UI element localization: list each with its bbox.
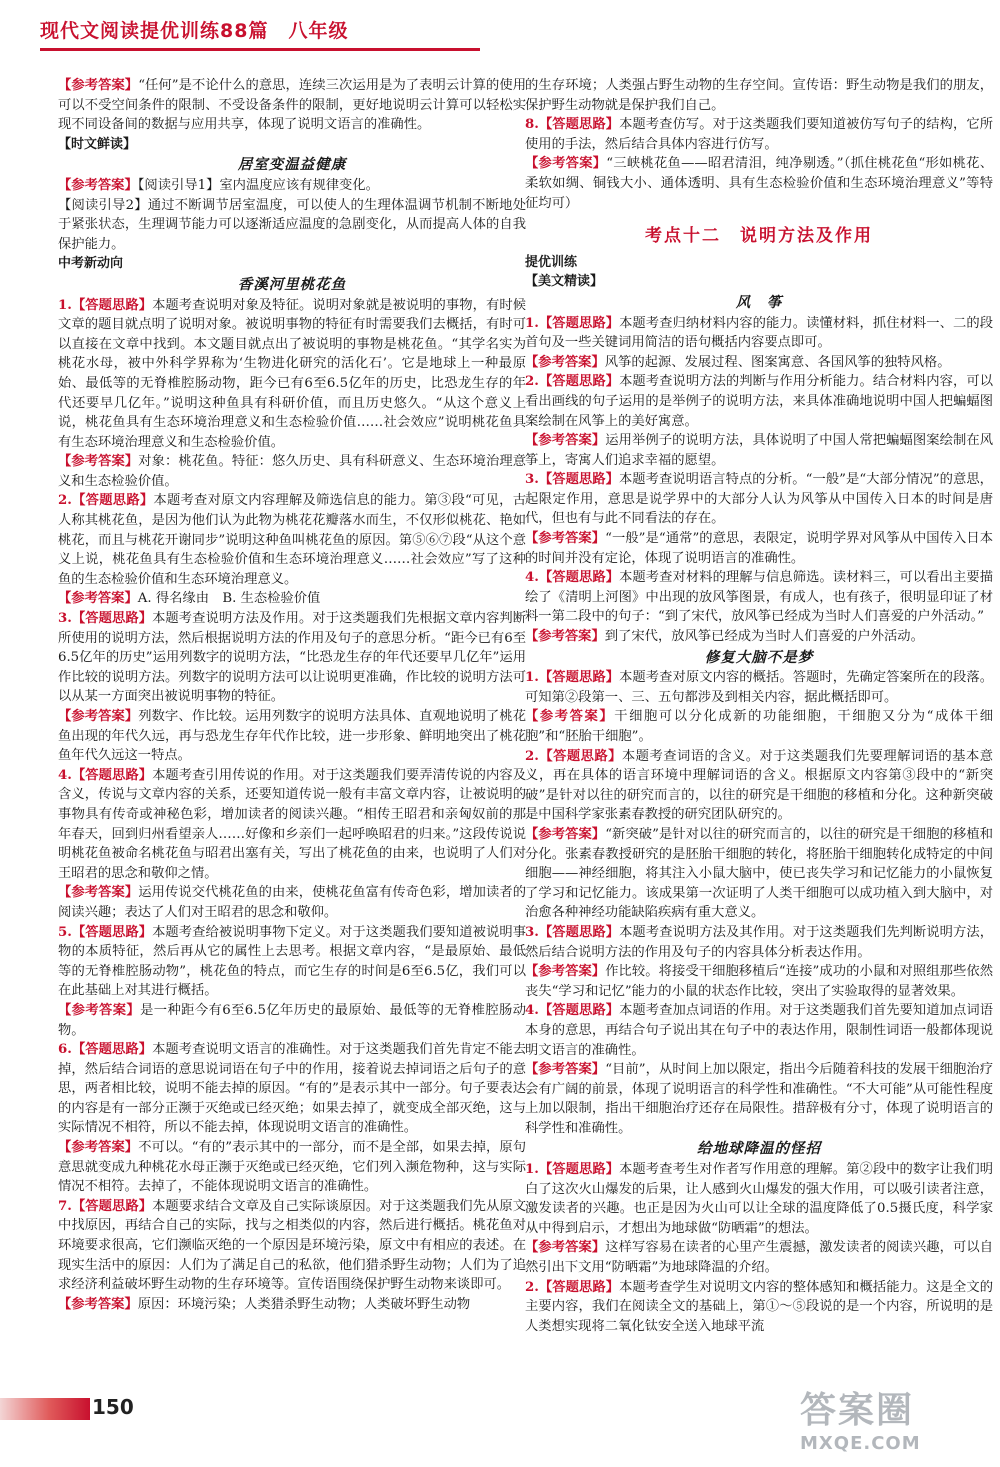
header-rule bbox=[40, 48, 480, 51]
answer-tag: 4.【答题思路】 bbox=[525, 1003, 620, 1019]
answer-tag: 【参考答案】 bbox=[58, 1140, 139, 1156]
footer-decoration bbox=[0, 1398, 90, 1420]
paragraph bbox=[525, 668, 993, 707]
answer-tag: 4.【答题思路】 bbox=[525, 570, 620, 586]
paragraph-text: “一般”是“通常”的意思，表限定，说明学界对风筝从中国传入日本的时间并没有定论，体现了说明语言的准确性。 bbox=[525, 531, 993, 566]
page-number: 150 bbox=[92, 1395, 134, 1419]
section-label: 中考新动向 bbox=[58, 256, 124, 272]
paragraph bbox=[525, 529, 993, 568]
paragraph bbox=[58, 491, 526, 589]
paragraph-text: 本题考查说明语言特点的分析。“一般”是“大部分情况”的意思，起限定作用，意思是说学界中的大部分人认为风筝从中国传入日本的时间是唐代，但也有与此不同看法的存在。 bbox=[525, 472, 993, 527]
left-column bbox=[58, 76, 526, 1314]
article-title: 居室变温益健康 bbox=[237, 156, 347, 174]
watermark-logo-text: 答案圈 bbox=[800, 1390, 915, 1431]
paragraph-text: 本题考查说明方法及其作用。对于这类题我们先判断说明方法，然后结合说明方法的作用及句子的内容具体分析表达作用。 bbox=[525, 924, 993, 960]
paragraph bbox=[525, 372, 993, 431]
paragraph bbox=[525, 568, 993, 627]
answer-tag: 【参考答案】 bbox=[58, 709, 139, 724]
paragraph-text: “三峡桃花鱼——昭君清泪，纯净剔透。”（抓住桃花鱼“形如桃花、柔软如绸、铜钱大小、通体透明、具有生态检验价值和生态环境治理意义”等特征均可） bbox=[525, 156, 994, 211]
paragraph-text: 这样写容易在读者的心里产生震撼，激发读者的阅读兴趣，可以自然引出下文用“防晒霜”为地球降温的介绍。 bbox=[525, 1240, 994, 1276]
paragraph bbox=[58, 1138, 526, 1197]
paragraph bbox=[58, 1040, 526, 1138]
paragraph-text: 运用举例子的说明方法，具体说明了中国人常把蝙蝠图案绘制在风筝上，寄寓人们追求幸福的愿望。 bbox=[525, 433, 994, 468]
answer-tag: 1.【答题思路】 bbox=[525, 670, 620, 686]
paragraph-text: 是一种距今有6至6.5亿年历史的最原始、最低等的无脊椎腔肠动物。 bbox=[58, 1002, 526, 1038]
right-column bbox=[525, 76, 993, 1336]
article-title: 给地球降温的怪招 bbox=[697, 1140, 821, 1158]
answer-tag: 【参考答案】 bbox=[525, 1062, 606, 1078]
answer-tag: 7.【答题思路】 bbox=[58, 1198, 153, 1214]
answer-tag: 【参考答案】 bbox=[525, 826, 606, 842]
paragraph bbox=[58, 452, 526, 491]
paragraph bbox=[525, 1278, 993, 1337]
paragraph bbox=[525, 1160, 993, 1238]
paragraph bbox=[58, 196, 526, 255]
paragraph-text: 原因：环境污染；人类猎杀野生动物；人类破坏野生动物 bbox=[137, 1296, 471, 1312]
paragraph-text: 【阅读引导1】室内温度应该有规律变化。 bbox=[137, 177, 379, 193]
answer-tag: 【参考答案】 bbox=[525, 964, 606, 980]
paragraph bbox=[525, 470, 993, 529]
answer-tag: 【参考答案】 bbox=[58, 1296, 138, 1312]
watermark-site: MXQE.COM bbox=[800, 1433, 921, 1454]
paragraph bbox=[525, 707, 993, 746]
answer-tag: 【参考答案】 bbox=[58, 1002, 141, 1018]
paragraph bbox=[58, 1197, 526, 1295]
paragraph-text: 本题考查对原文内容理解及筛选信息的能力。第③段“可见，古人称其桃花鱼，是因为他们认为此物为桃花花瓣落水而生，不仅形似桃花、艳如桃花，而且与桃花开谢同步”说明这种鱼叫桃花鱼的原因。第⑤⑥⑦段“从这个意义上说，桃花鱼具有生态检验价值和生态环境治理意义……社会效应”写了这种鱼的生态检验价值和生态环境治理意义。 bbox=[58, 493, 526, 587]
paragraph-text: 列数字、作比较。运用列数字的说明方法具体、直观地说明了桃花鱼出现的年代久远，再与恐龙生存年代作比较，进一步形象、鲜明地突出了桃花鱼年代久远这一特点。 bbox=[58, 709, 527, 764]
paragraph bbox=[58, 883, 526, 922]
paragraph bbox=[58, 296, 526, 453]
header-title: 现代文阅读提优训练88篇 八年级 bbox=[40, 20, 349, 42]
article-title: 香溪河里桃花鱼 bbox=[237, 275, 347, 293]
paragraph-text: 不可以。“有的”表示其中的一部分，而不是全部，如果去掉，原句意思就变成九种桃花水母正濒于灭绝或已经灭绝，它们列入濒危物种，这与实际情况不相符。去掉了，不能体现说明文语言的准确性。 bbox=[58, 1140, 526, 1195]
paragraph bbox=[525, 1001, 993, 1060]
paragraph bbox=[525, 825, 993, 923]
paragraph-text: 本题考查引用传说的作用。对于这类题我们要弄清传说的内容及含义，传说与文章内容的关系，还要知道传说一般有丰富文章内容，让被说明的事物具有传奇或神秘色彩，增加读者的阅读兴趣。“相传王昭君和亲匈奴前的那年春天，回到归州看望亲人……好像和乡亲们一起呼唤昭君的归来。”这段传说说明桃花鱼被命名桃花鱼与昭君出塞有关，写出了桃花鱼的由来，也说明了人们对王昭君的思念和敬仰之情。 bbox=[58, 767, 526, 881]
answer-tag: 6.【答题思路】 bbox=[58, 1042, 153, 1058]
answer-tag: 【参考答案】 bbox=[58, 78, 139, 93]
chapter-heading: 考点十二 说明方法及作用 bbox=[645, 226, 873, 247]
answer-tag: 【参考答案】 bbox=[525, 1240, 606, 1256]
paragraph-text: A. 得名缘由 B. 生态检验价值 bbox=[137, 591, 321, 607]
section-label: 【美文精读】 bbox=[525, 274, 604, 290]
answer-tag: 2.【答题思路】 bbox=[525, 748, 622, 764]
answer-tag: 【参考答案】 bbox=[58, 454, 139, 470]
answer-tag: 【参考答案】 bbox=[525, 709, 615, 725]
answer-tag: 【参考答案】 bbox=[525, 531, 606, 547]
paragraph bbox=[525, 154, 993, 213]
paragraph bbox=[58, 707, 526, 766]
paragraph-text: 本题要求结合文章及自己实际谈原因。对于这类题我们先从原文中找原因，再结合自己的实际，找与之相类似的内容，然后进行概括。桃花鱼对环境要求很高，它们濒临灭绝的一个原因是环境污染，原文中有相应的表述。在现实生活中的原因：人们为了满足自己的私欲，他们猎杀野生动物；人们为了追求经济利益破坏野生动物的生存环境等。宣传语围绕保护野生动物来谈即可。 bbox=[58, 1198, 526, 1293]
paragraph-text: “新突破”是针对以往的研究而言的，以往的研究是干细胞的移植和分化。张素春教授研究的是胚胎干细胞的转化，将胚胎干细胞转化成特定的中间细胞——神经细胞，将其注入小鼠大脑中，使已丧失学习和记忆能力的小鼠恢复了学习和记忆能力。该成果第一次证明了人类干细胞可以成功植入到大脑中，对治愈各种神经功能缺陷疾病有重大意义。 bbox=[525, 826, 993, 921]
paragraph-text: 到了宋代，放风筝已经成为当时人们喜爱的户外活动。 bbox=[604, 629, 924, 645]
paragraph bbox=[525, 314, 993, 353]
paragraph-text: 本题考查对材料的理解与信息筛选。读材料三，可以看出主要描绘了《清明上河图》中出现的放风筝图景，有成人，也有孩子，很明显印证了材料一第二段中的句子：“到了宋代，放风筝已经成为当时人们喜爱的户外活动。” bbox=[525, 570, 993, 625]
paragraph bbox=[58, 609, 526, 707]
paragraph bbox=[58, 766, 526, 884]
answer-tag: 1.【答题思路】 bbox=[525, 315, 620, 331]
paragraph-text: 本题考查学生对说明文内容的整体感知和概括能力。这是全文的主要内容，我们在阅读全文的基础上，第①～⑤段说的是一个内容，所说明的是人类想实现将二氧化钛安全送入地球平流 bbox=[525, 1279, 993, 1334]
paragraph-text: 风筝的起源、发展过程、图案寓意、各国风筝的独特风格。 bbox=[604, 354, 951, 370]
article-title: 风 筝 bbox=[735, 293, 783, 311]
page-header bbox=[40, 16, 480, 56]
paragraph bbox=[525, 1060, 993, 1138]
answer-tag: 2.【答题思路】 bbox=[525, 1279, 620, 1295]
watermark-logo bbox=[800, 1382, 980, 1452]
answer-tag: 2.【答题思路】 bbox=[58, 493, 154, 509]
paragraph-text: 作比较。将接受干细胞移植后“连接”成功的小鼠和对照组那些依然丧失“学习和记忆”能力的小鼠的状态作比较，突出了实验取得的显著效果。 bbox=[525, 964, 993, 999]
answer-tag: 3.【答题思路】 bbox=[525, 472, 619, 488]
answer-tag: 【参考答案】 bbox=[58, 591, 138, 607]
answer-tag: 3.【答题思路】 bbox=[525, 924, 620, 940]
paragraph bbox=[525, 627, 993, 647]
paragraph-text: 干细胞可以分化成新的功能细胞，干细胞又分为“成体干细胞”和“胚胎干细胞”。 bbox=[525, 709, 993, 744]
paragraph bbox=[58, 176, 526, 196]
paragraph-text: 本题考查说明方法及作用。对于这类题我们先根据文章内容判断所使用的说明方法，然后根据说明方法的作用及句子的意思分析。“距今已有6至6.5亿年的历史”运用列数字的说明方法，“比恐龙生存的年代还要早几亿年”运用作比较的说明方法。列数字的说明方法可以让说明更准确，作比较的说明方法可以从某一方面突出被说明事物的特征。 bbox=[58, 611, 526, 705]
paragraph-text: 运用传说交代桃花鱼的由来，使桃花鱼富有传奇色彩，增加读者的阅读兴趣；表达了人们对王昭君的思念和敬仰。 bbox=[58, 885, 527, 920]
paragraph-text: 本题考查给被说明事物下定义。对于这类题我们要知道被说明事物的本质特征，然后再从它的属性上去思考。根据文章内容，“是最原始、最低等的无脊椎腔肠动物”，桃花鱼的特点，而它生存的时间是6至6.5亿，我们可以在此基础上对其进行概括。 bbox=[58, 924, 526, 999]
answer-tag: 3.【答题思路】 bbox=[58, 611, 153, 627]
paragraph bbox=[525, 115, 993, 154]
section-label: 提优训练 bbox=[525, 254, 578, 270]
paragraph-text: 本题考查说明文语言的准确性。对于这类题我们首先肯定不能去掉，然后结合词语的意思说词语在句子中的作用，接着说去掉词语之后句子的意思，两者相比较，说明不能去掉的原因。“有的”是表示其中一部分。句子要表达的内容是有一部分正濒于灭绝或已经灭绝；如果去掉了，就变成全部灭绝，这与实际情况不相符，所以不能去掉，体现说明文语言的准确性。 bbox=[58, 1042, 526, 1136]
section-label: 【时文鲜读】 bbox=[58, 136, 137, 152]
paragraph bbox=[525, 1238, 993, 1277]
paragraph bbox=[525, 747, 993, 825]
answer-tag: 【参考答案】 bbox=[525, 354, 605, 370]
paragraph bbox=[58, 1295, 526, 1315]
answer-tag: 【参考答案】 bbox=[525, 629, 605, 645]
paragraph bbox=[58, 589, 526, 609]
paragraph-text: 本题考查仿写。对于这类题我们要知道被仿写句子的结构，它所使用的手法，然后结合具体内容进行仿写。 bbox=[525, 117, 993, 152]
paragraph bbox=[525, 353, 993, 373]
answer-tag: 【参考答案】 bbox=[58, 885, 139, 901]
paragraph bbox=[58, 76, 526, 135]
answer-tag: 【参考答案】 bbox=[525, 156, 607, 172]
paragraph-text: 的生存环境；人类强占野生动物的生存空间。宣传语：野生动物是我们的朋友，保护野生动物就是保护我们自己。 bbox=[525, 78, 993, 113]
article-title: 修复大脑不是梦 bbox=[704, 648, 814, 666]
paragraph-text: 对象：桃花鱼。特征：悠久历史、具有科研意义、生态环境治理意义和生态检验价值。 bbox=[58, 454, 527, 489]
paragraph-text: “目前”，从时间上加以限定，指出今后随着科技的发展干细胞治疗会有广阔的前景，体现了说明语言的科学性和准确性。“不大可能”从可能性程度上加以限制，指出干细胞治疗还存在局限性。措辞极有分寸，体现了说明语言的科学性和准确性。 bbox=[525, 1062, 993, 1136]
answer-tag: 【参考答案】 bbox=[525, 433, 606, 449]
paragraph-text: 本题考查对原文内容的概括。答题时，先确定答案所在的段落。可知第②段第一、三、五句都涉及到相关内容，据此概括即可。 bbox=[525, 670, 993, 705]
paragraph bbox=[525, 923, 993, 962]
answer-tag: 4.【答题思路】 bbox=[58, 767, 153, 783]
paragraph-text: 本题考查说明方法的判断与作用分析能力。结合材料内容，可以看出画线的句子运用的是举例子的说明方法，来具体准确地说明中国人把蝙蝠图案绘制在风筝上的美好寓意。 bbox=[525, 374, 993, 429]
paragraph bbox=[525, 431, 993, 470]
paragraph bbox=[525, 962, 993, 1001]
paragraph bbox=[525, 76, 993, 115]
paragraph-text: “任何”是不论什么的意思，连续三次运用是为了表明云计算的使用可以不受空间条件的限制、不受设备条件的限制，更好地说明云计算可以轻松实现不同设备间的数据与应用共享，体现了说明文语言的准确性。 bbox=[58, 78, 526, 133]
answer-tag: 2.【答题思路】 bbox=[525, 374, 620, 390]
answer-tag: 5.【答题思路】 bbox=[58, 924, 153, 940]
answer-tag: 8.【答题思路】 bbox=[525, 117, 620, 133]
paragraph-text: 本题考查加点词语的作用。对于这类题我们首先要知道加点词语本身的意思，再结合句子说出其在句子中的表达作用，限制性词语一般都体现说明文语言的准确性。 bbox=[525, 1003, 993, 1058]
paragraph bbox=[58, 923, 526, 1001]
answer-tag: 1.【答题思路】 bbox=[58, 297, 153, 313]
answer-tag: 【参考答案】 bbox=[58, 177, 138, 193]
answer-tag: 1.【答题思路】 bbox=[525, 1162, 620, 1178]
paragraph-text: 本题考查词语的含义。对于这类题我们先要理解词语的基本意义，再在具体的语言环境中理解词语的含义。根据原文内容第③段中的“新突破”是针对以往的研究而言的，以往的研究是干细胞的移植和分化。这种新突破是中国科学家张素春教授的研究团队研究的。 bbox=[525, 748, 994, 823]
paragraph-text: 【阅读引导2】通过不断调节居室温度，可以使人的生理体温调节机制不断地处于紧张状态，生理调节能力可以逐渐适应温度的急剧变化，从而提高人体的自我保护能力。 bbox=[58, 197, 526, 252]
paragraph-text: 本题考查归纳材料内容的能力。读懂材料，抓住材料一、二的段首句及一些关键词用简洁的语句概括内容要点即可。 bbox=[525, 315, 993, 351]
paragraph bbox=[58, 1001, 526, 1040]
paragraph-text: 本题考查说明对象及特征。说明对象就是被说明的事物，有时候文章的题目就点明了说明对象。被说明事物的特征有时需要我们去概括，有时可以直接在文章中找到。本文题目就点出了被说明的事物是桃花鱼。“其学名实为桃花水母，被中外科学界称为‘生物进化研究的活化石’。它是地球上一种最原始、最低等的无脊椎腔肠动物，距今已有6至6.5亿年的历史，比恐龙生存的年代还要早几亿年。”说明这种鱼具有科研价值，而且历史悠久。“从这个意义上说，桃花鱼具有生态环境治理意义和生态检验价值……社会效应”说明桃花鱼具有生态环境治理意义和生态检验价值。 bbox=[58, 297, 526, 450]
paragraph-text: 本题考查考生对作者写作用意的理解。第②段中的数字让我们明白了这次火山爆发的后果，让人感到火山爆发的强大作用，可以吸引读者注意，激发读者的兴趣。也正是因为火山可以让全球的温度降低了0.5摄氏度，科学家从中得到启示，才想出为地球做“防晒霜”的想法。 bbox=[525, 1162, 993, 1236]
